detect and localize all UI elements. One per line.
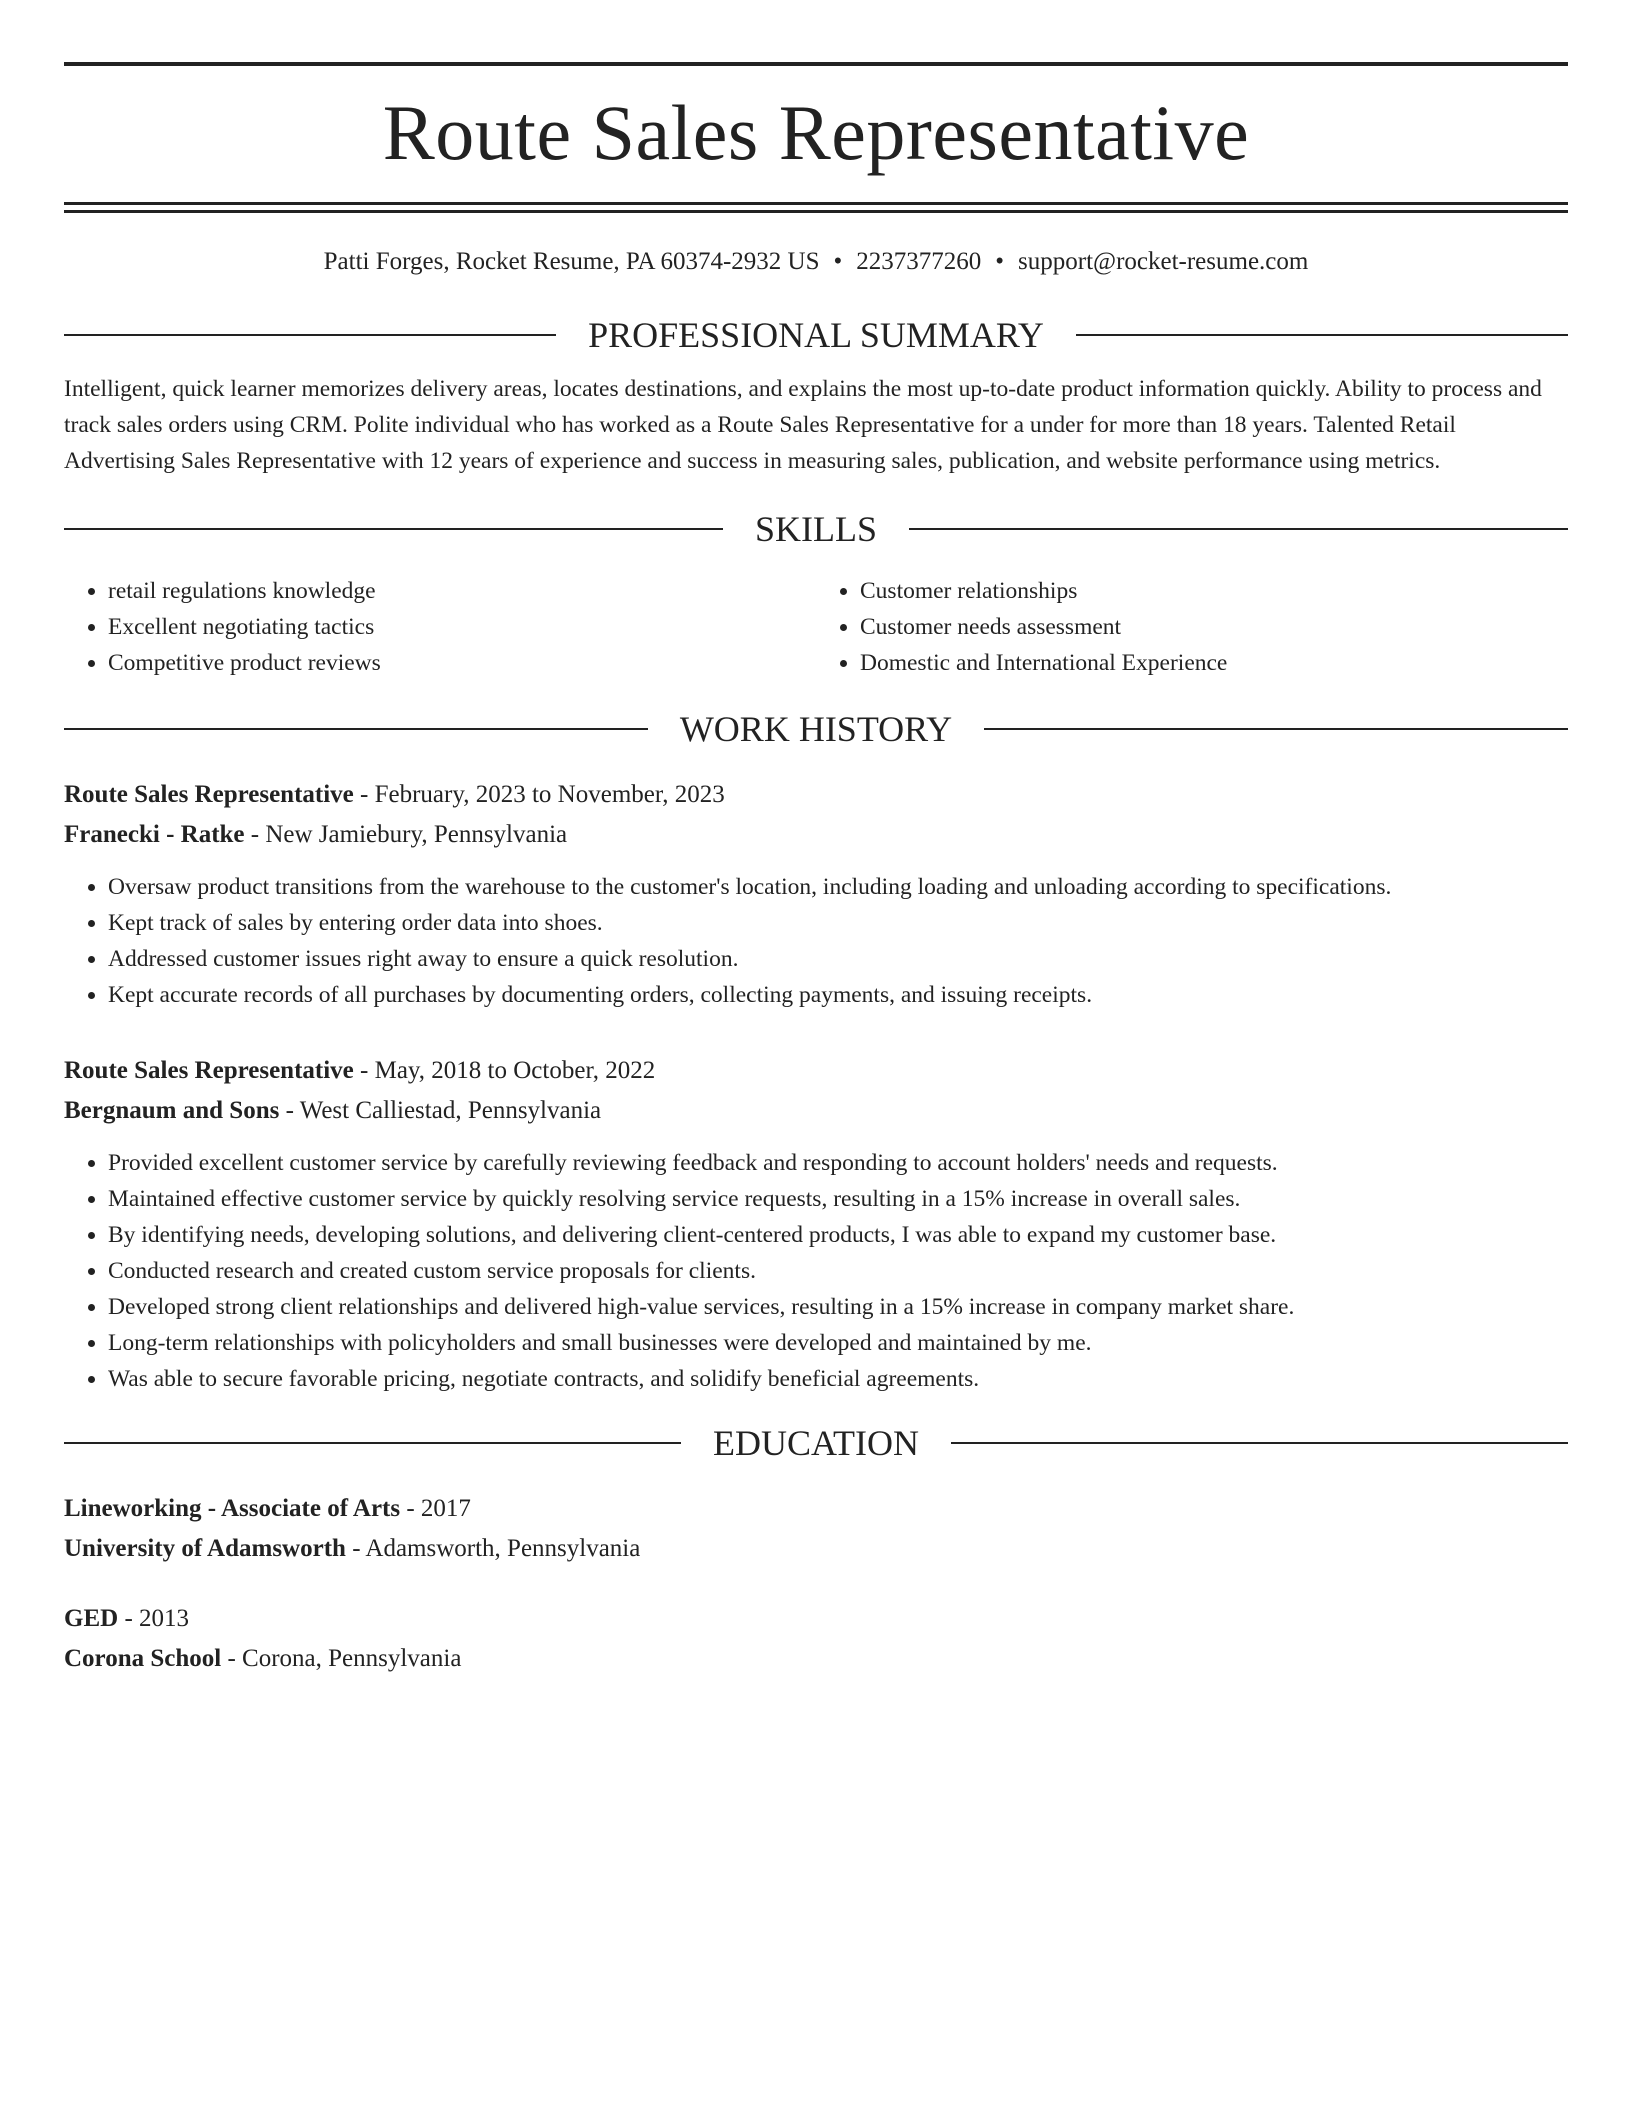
education-heading-label: EDUCATION [713, 1423, 919, 1463]
summary-heading [64, 313, 1568, 357]
skills-list [64, 573, 1568, 681]
job-title-line [64, 775, 1568, 815]
education-school: University of Adamsworth [64, 1535, 346, 1562]
summary-text: Intelligent, quick learner memorizes delivery areas, locates destinations, and explains the most up-to-date product information quickly. Ability to process and track sales orders using CRM. Polite individual who has worked as a Route Sales Representative for a under for more than 18 years. Talented Retail Advertising Sales Representative with 12 years of experience and success in measuring sales, publication, and website performance using metrics. [64, 376, 1542, 474]
contact-phone: 2237377260 [856, 248, 982, 275]
heading-rule-left [64, 528, 723, 530]
education-school-line [64, 1529, 1568, 1569]
title-double-rule [64, 202, 1568, 213]
job-bullets [64, 1145, 1568, 1397]
job-bullet: • Developed strong client relationships and delivered high-value services, resulting in a 15% increase in company market share. [108, 1289, 1568, 1325]
job-location: - West Calliestad, Pennsylvania [279, 1097, 602, 1124]
work-heading [64, 707, 1568, 751]
heading-rule-right [909, 528, 1568, 530]
education-degree-line [64, 1489, 1568, 1529]
skill-item: • retail regulations knowledge [108, 573, 816, 609]
contact-separator: • [833, 248, 843, 275]
summary-heading-label: PROFESSIONAL SUMMARY [588, 315, 1044, 355]
contact-line [64, 247, 1568, 277]
job-bullet: • Kept track of sales by entering order data into shoes. [108, 905, 1568, 941]
heading-rule-right [951, 1442, 1568, 1444]
page-title: Route Sales Representative [382, 89, 1250, 176]
job-bullet: • By identifying needs, developing solutions, and delivering client-centered products, I was able to expand my customer base. [108, 1217, 1568, 1253]
skill-item: • Competitive product reviews [108, 645, 816, 681]
job-entry [64, 775, 1568, 1013]
job-bullet: • Was able to secure favorable pricing, negotiate contracts, and solidify beneficial agreements. [108, 1361, 1568, 1397]
skills-heading-label: SKILLS [755, 509, 878, 549]
contact-email: support@rocket-resume.com [1018, 248, 1309, 275]
job-dates: - May, 2018 to October, 2022 [353, 1057, 656, 1084]
heading-rule-right [984, 728, 1568, 730]
job-bullets [64, 869, 1568, 1013]
skills-column-right [816, 573, 1568, 681]
heading-rule-right [1076, 334, 1568, 336]
title-block [64, 62, 1568, 213]
job-title: Route Sales Representative [64, 1057, 354, 1084]
job-company: Franecki - Ratke [64, 821, 245, 848]
education-entry [64, 1489, 1568, 1569]
skill-item: • Excellent negotiating tactics [108, 609, 816, 645]
contact-address: Patti Forges, Rocket Resume, PA 60374-2932 US [323, 248, 820, 275]
education-heading [64, 1421, 1568, 1465]
heading-rule-left [64, 1442, 681, 1444]
job-title: Route Sales Representative [64, 781, 354, 808]
job-company: Bergnaum and Sons [64, 1097, 280, 1124]
job-bullet: • Conducted research and created custom service proposals for clients. [108, 1253, 1568, 1289]
job-company-line [64, 1091, 1568, 1131]
job-title-line [64, 1051, 1568, 1091]
education-degree: Lineworking - Associate of Arts [64, 1495, 401, 1522]
job-bullet: • Addressed customer issues right away to ensure a quick resolution. [108, 941, 1568, 977]
education-school-line [64, 1639, 1568, 1679]
work-heading-label: WORK HISTORY [679, 709, 953, 749]
heading-rule-left [64, 334, 556, 336]
skill-item: • Domestic and International Experience [860, 645, 1568, 681]
skill-item: • Customer relationships [860, 573, 1568, 609]
contact-separator: • [995, 248, 1005, 275]
job-entry [64, 1051, 1568, 1397]
education-degree: GED [64, 1605, 119, 1632]
job-bullet: • Provided excellent customer service by carefully reviewing feedback and responding to account holders' needs and requests. [108, 1145, 1568, 1181]
job-company-line [64, 815, 1568, 855]
resume-page [64, 0, 1568, 1679]
education-degree-line [64, 1599, 1568, 1639]
job-location: - New Jamiebury, Pennsylvania [244, 821, 568, 848]
heading-rule-left [64, 728, 648, 730]
education-year: - 2013 [118, 1605, 190, 1632]
job-dates: - February, 2023 to November, 2023 [353, 781, 725, 808]
education-location: - Adamsworth, Pennsylvania [345, 1535, 641, 1562]
skill-item: • Customer needs assessment [860, 609, 1568, 645]
skills-heading [64, 507, 1568, 551]
education-year: - 2017 [400, 1495, 471, 1522]
skills-column-left [64, 573, 816, 681]
job-bullet: • Long-term relationships with policyholders and small businesses were developed and maintained by me. [108, 1325, 1568, 1361]
job-bullet: • Kept accurate records of all purchases by documenting orders, collecting payments, and issuing receipts. [108, 977, 1568, 1013]
job-bullet: • Oversaw product transitions from the warehouse to the customer's location, including loading and unloading according to specifications. [108, 869, 1568, 905]
education-location: - Corona, Pennsylvania [221, 1645, 462, 1672]
job-bullet: • Maintained effective customer service by quickly resolving service requests, resulting in a 15% increase in overall sales. [108, 1181, 1568, 1217]
education-entry [64, 1599, 1568, 1679]
education-school: Corona School [64, 1645, 222, 1672]
